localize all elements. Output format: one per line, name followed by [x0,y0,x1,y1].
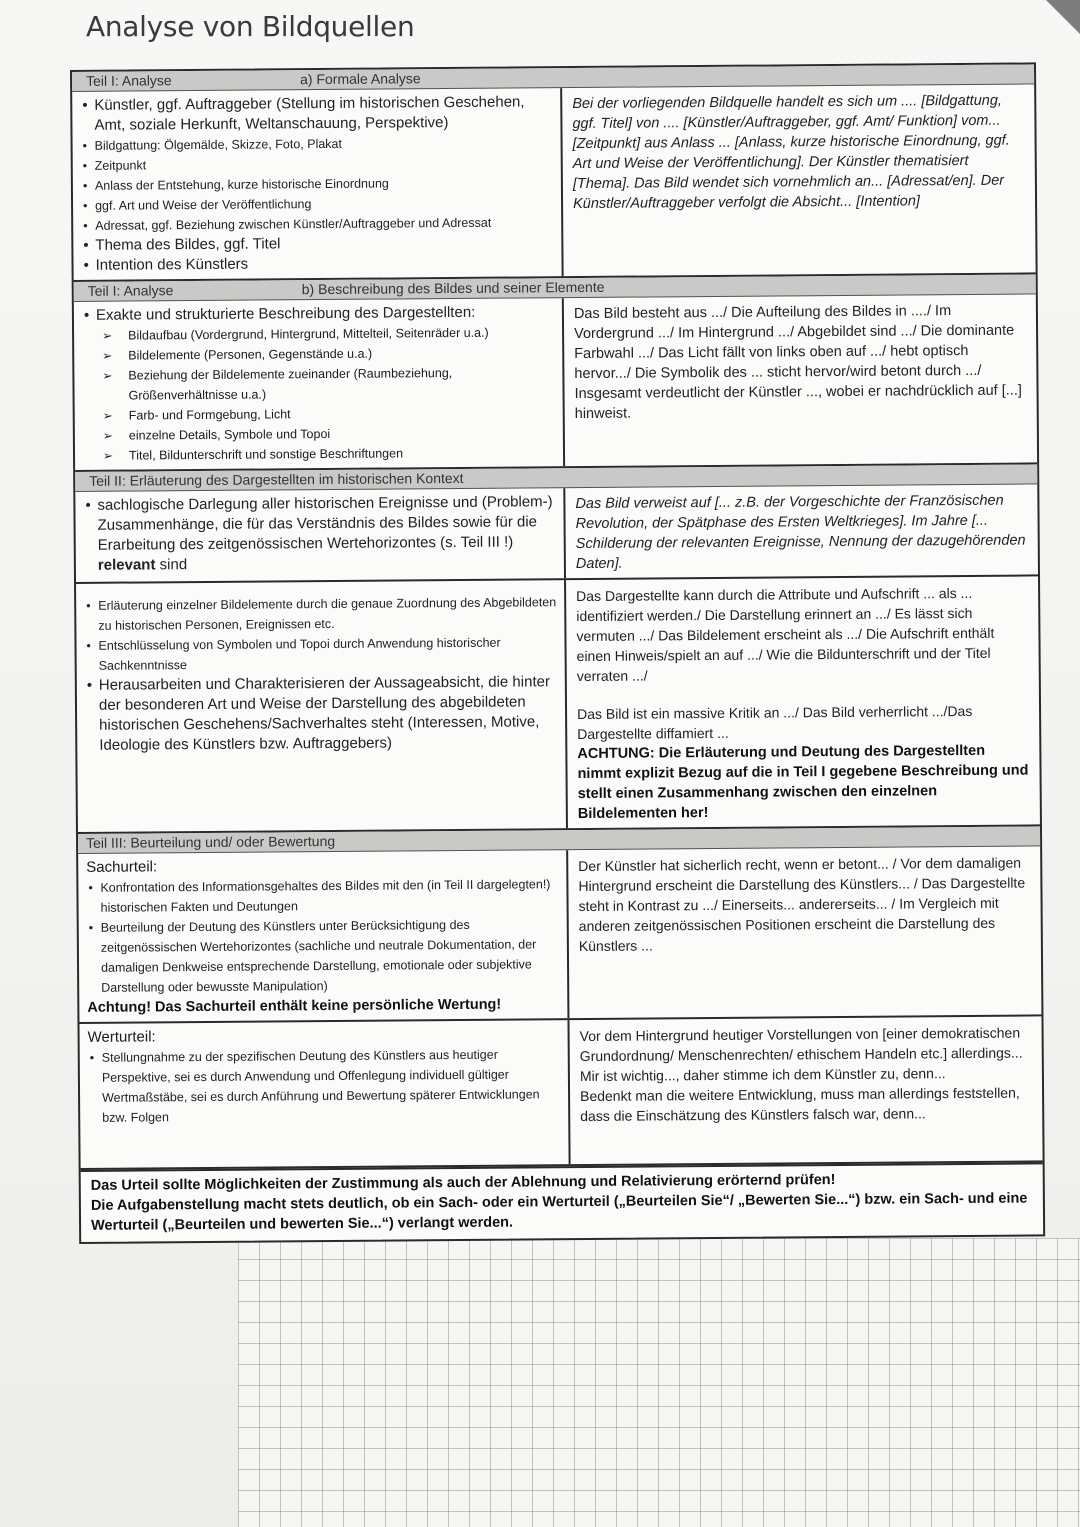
final-note-line: Die Aufgabenstellung macht stets deutlich, ob ein Sach- oder ein Werturteil („Beurteilen Sie“/ „Bewerten Sie...“) bzw. ein Sach- und eine Werturteil („Beurteilen und bewerten Sie...“) verlangt werden. [90,1190,1028,1234]
row-context-facts [75,484,1038,584]
criteria-cell [76,580,568,832]
criteria-item-emphasis: relevant [97,556,156,574]
formulation-text: Mir ist wichtig..., daher stimme ich dem Künstler zu, denn... [579,1065,946,1085]
criteria-item-end: sind [159,556,188,574]
section-part-label: Teil III: Beurteilung und/ oder Bewertung [86,832,336,851]
criteria-item: • Thema des Bildes, ggf. Titel [81,232,555,256]
criteria-item: • ggf. Art und Weise der Veröffentlichung [81,192,555,216]
criteria-cell [75,488,566,582]
criteria-subitem: ➢ Farb- und Formgebung, Licht [83,402,557,426]
page-corner-fold [1046,0,1080,34]
final-note-line: Das Urteil sollte Möglichkeiten der Zustimmung als auch der Ablehnung und Relativierung erörternd prüfen! [90,1172,836,1194]
criteria-item: • Intention des Künstlers [81,252,555,276]
analysis-table [70,62,1045,1244]
formulation-cell: Der Künstler hat sicherlich recht, wenn er betont... / Vor dem damaligen Hintergrund erscheint die Darstellung des Künstlers... / Das Dargestellte steht in Kontrast zu .../ Einerseits... andererseits... / Im Vergleich mit anderen zeitgenössischen Positionen erscheint die Darstellung des Künstlers ... [578,854,1026,955]
row-formal-analysis [72,84,1035,282]
formulation-cell [566,576,1040,828]
criteria-cell [79,1020,570,1168]
criteria-item [83,492,558,576]
criteria-item: • Herausarbeiten und Charakterisieren der Aussageabsicht, die hinter der besonderen Art und Weise der Darstellung des abgebildeten historischen Geschehens/Sachverhaltes steht (Interessen, Motive, Ideologie des Künstlers bzw. Auftraggebers) [85,672,560,756]
formulation-text: Bedenkt man die weitere Entwicklung, muss man allerdings feststellen, dass die Einschätzung des Künstlers falsch war, denn... [580,1084,1020,1125]
criteria-cell [72,88,563,280]
judgement-label: Werturteil: [87,1028,156,1046]
formulation-cell: Das Bild besteht aus .../ Die Aufteilung des Bildes in ..../ Im Vordergrund .../ Im Hintergrund .../ Abgebildet sind .../ Die dominante Farbwahl .../ Das Licht fällt von links oben auf .../ hebt optisch hervor.../ Die Symbolik des ... sticht hervor/wird betont durch .../ Insgesamt verdeutlicht der Künstler ..., wobei er nachdrücklich auf [...] hinweist. [573,303,1022,423]
criteria-item: • Exakte und strukturierte Beschreibung des Dargestellten: [82,302,556,326]
formulation-text: Das Bild ist ein massive Kritik an .../ Das Bild verherrlicht .../Das Dargestellte diffamiert ... [577,702,973,743]
section-part-label: Teil II: Erläuterung des Dargestellten im historischen Kontext [89,469,464,489]
criteria-item: • Beurteilung der Deutung des Künstlers unter Berücksichtigung des zeitgenössischen Wertehorizontes (sachliche und neutrale Dokumentation, der damaligen Denkweise entsprechende Darstellung, emotionale oder subjektive Darstellung oder bewusste Manipulation) [87,914,562,998]
attention-note: Achtung! Das Sachurteil enthält keine persönliche Wertung! [87,996,502,1016]
section-subtitle: a) Formale Analyse [300,70,421,88]
criteria-item-text: sachlogische Darlegung aller historischen Ereignisse und (Problem-) Zusammenhänge, die für das Verständnis des Bildes sowie für die Erarbeitung des zeitgenössischen Wertehorizontes (s. Teil III !) [97,493,553,554]
attention-note: ACHTUNG: Die Erläuterung und Deutung des Dargestellten nimmt explizit Bezug auf die in Teil I gegebene Beschreibung und stellt einen Zusammenhang zwischen den einzelnen Bildelementen her! [577,742,1029,823]
final-note [81,1162,1044,1242]
row-context-interpretation [76,576,1040,834]
document-title: Analyse von Bildquellen [86,10,415,43]
criteria-subitem: ➢ einzelne Details, Symbole und Topoi [83,422,557,446]
criteria-item: • Entschlüsselung von Symbolen und Topoi durch Anwendung historischer Sachkenntnisse [84,632,558,676]
criteria-item: • Adressat, ggf. Beziehung zwischen Künstler/Auftraggeber und Adressat [81,212,555,236]
criteria-cell [74,298,565,470]
criteria-subitem: ➢ Bildaufbau (Vordergrund, Hintergrund, Mittelteil, Seitenräder u.a.) [82,322,556,346]
criteria-item: • Stellungnahme zu der spezifischen Deutung des Künstlers aus heutiger Perspektive, sei es durch Anwendung und Offenlegung individuell gültiger Wertmaßstäbe, sei es durch Anführung und Bewertung späterer Entwicklungen bzw. Folgen [88,1044,563,1128]
criteria-item: • Künstler, ggf. Auftraggeber (Stellung im historischen Geschehen, Amt, soziale Herkunft, Weltanschauung, Perspektive) [80,92,554,136]
formulation-text: Das Dargestellte kann durch die Attribute und Aufschrift ... als ... identifiziert werden./ Die Darstellung erinnert an .../ Es lässt sich vermuten .../ Das Bildelement erscheint als .../ Die Aufschrift enthält einen Hinweis/spielt an auf .../ Wie die Bildunterschrift und der Titel verraten .../ [576,584,995,685]
formulation-cell [569,1016,1042,1164]
criteria-item: • Anlass der Entstehung, kurze historische Einordnung [81,172,555,196]
formulation-cell: Bei der vorliegenden Bildquelle handelt es sich um .... [Bildgattung, ggf. Titel] von .... [Künstler/Auftraggeber, ggf. Amt/ Funktion] vom... [Zeitpunkt] aus Anlass ... [Anlass, kurze historische Einordnung, ggf. Art und Weise der Veröffentlichung]. Der Künstler thematisiert [Thema]. Das Bild wendet sich vornehmlich an... [Adressat/en]. Der Künstler/Auftraggeber verfolgt die Absicht... [Intention] [572,92,1010,213]
criteria-subitem: ➢ Bildelemente (Personen, Gegenstände u.a.) [82,342,556,366]
row-sachurteil [78,846,1041,1024]
criteria-subitem: ➢ Titel, Bildunterschrift und sonstige Beschriftungen [83,442,557,466]
row-description [74,294,1037,472]
criteria-item: • Zeitpunkt [81,152,555,176]
section-part-label: Teil I: Analyse [86,72,172,89]
criteria-item: • Erläuterung einzelner Bildelemente durch die genaue Zuordnung des Abgebildeten zu historischen Personen, Ereignissen etc. [84,592,558,636]
row-werturteil [79,1016,1042,1170]
judgement-label: Sachurteil: [86,858,158,876]
section-part-label: Teil I: Analyse [87,282,174,299]
criteria-subitem: ➢ Beziehung der Bildelemente zueinander (Raumbeziehung, Größenverhältnisse u.a.) [82,362,556,406]
graph-paper-background [238,1238,1080,1527]
formulation-text: Vor dem Hintergrund heutiger Vorstellungen von [einer demokratischen Grundordnung/ Menschenrechten/ ethischem Handeln etc.] allerdings... [579,1024,1023,1065]
section-subtitle: b) Beschreibung des Bildes und seiner Elemente [301,278,605,298]
criteria-item: • Konfrontation des Informationsgehaltes des Bildes mit den (in Teil II dargelegten!) historischen Fakten und Deutungen [86,874,560,918]
formulation-cell: Das Bild verweist auf [... z.B. der Vorgeschichte der Französischen Revolution, der Spätphase des Ersten Weltkrieges]. Im Jahre [... Schilderung der relevanten Ereignisse, Nennung der dazugehörenden Daten]. [575,492,1026,573]
criteria-cell [78,850,569,1022]
criteria-item: • Bildgattung: Ölgemälde, Skizze, Foto, Plakat [81,132,555,156]
